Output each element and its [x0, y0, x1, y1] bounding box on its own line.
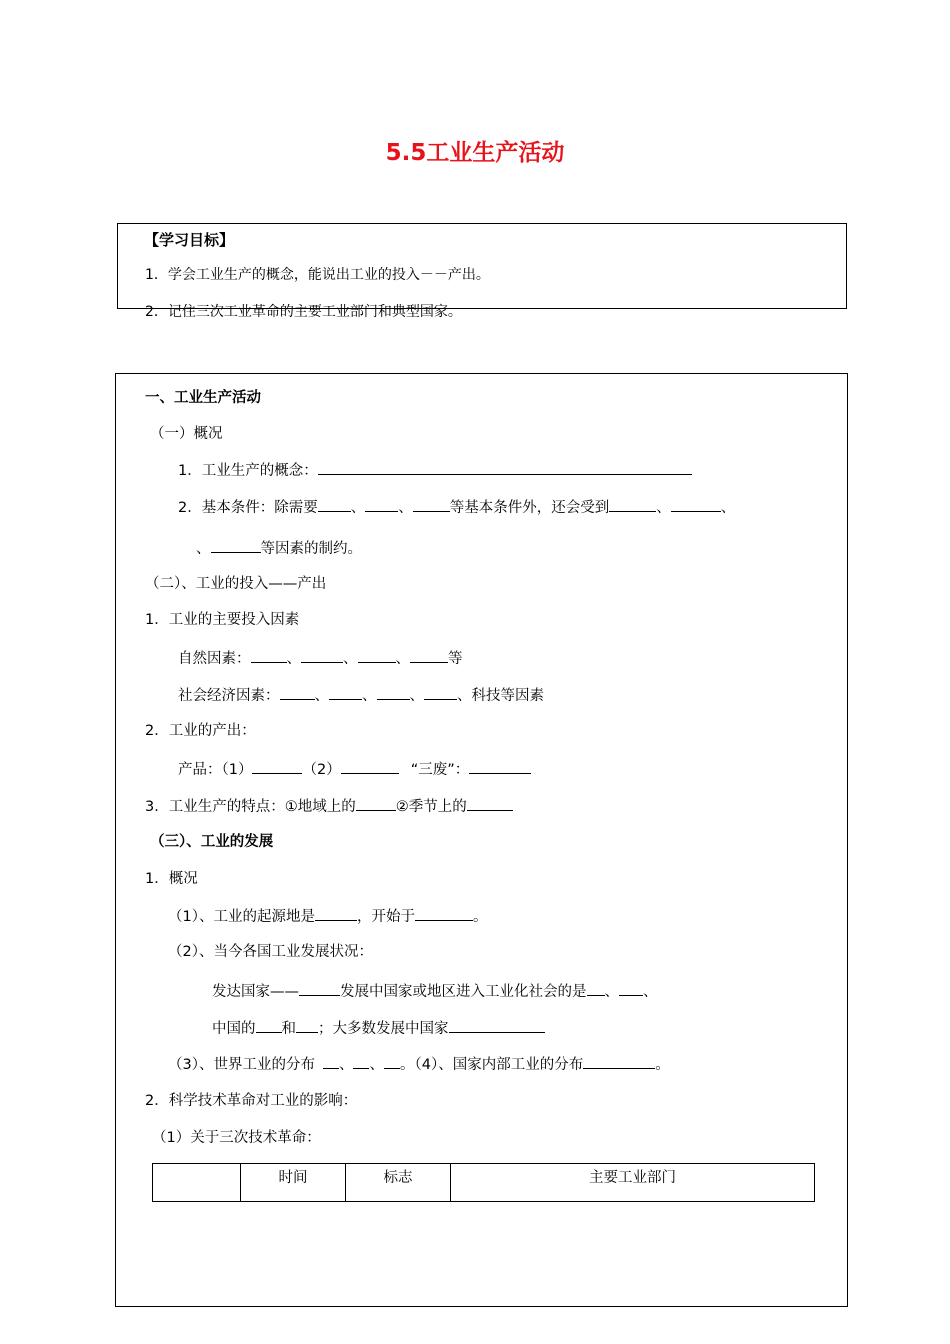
fill-blank[interactable]: [587, 980, 605, 996]
developed-label: 发达国家——: [212, 984, 299, 1000]
separator: 、: [395, 651, 410, 667]
distribution-end: 。（4）、国家内部工业的分布: [399, 1057, 584, 1073]
inputs-heading: 1．工业的主要投入因素: [145, 612, 300, 628]
table-header-industries: 主要工业部门: [451, 1164, 815, 1202]
fill-blank[interactable]: [252, 758, 302, 774]
developed-line: [212, 980, 658, 1002]
fill-blank[interactable]: [583, 1053, 655, 1069]
fill-blank[interactable]: [251, 647, 287, 663]
fill-blank[interactable]: [315, 905, 357, 921]
subsection-overview: （一）概况: [150, 426, 223, 442]
goal-item: 2．记住三次工业革命的主要工业部门和典型国家。: [145, 304, 462, 320]
three-revolutions-heading: （1）关于三次技术革命：: [152, 1130, 321, 1146]
separator: 、: [338, 1057, 354, 1073]
fill-blank[interactable]: [413, 496, 450, 512]
distribution-line: [168, 1053, 670, 1075]
conditions-end: 等因素的制约。: [260, 541, 362, 557]
conditions-label: 2．基本条件：除需要: [178, 500, 318, 516]
developing-label: 发展中国家或地区进入工业化社会的是: [340, 984, 587, 1000]
fill-blank[interactable]: [671, 496, 721, 512]
table-header-time: 时间: [241, 1164, 346, 1202]
tech-heading: 2．科学技术革命对工业的影响：: [145, 1093, 358, 1109]
fill-blank[interactable]: [619, 980, 643, 996]
fill-blank[interactable]: [341, 758, 399, 774]
separator: 、: [314, 688, 329, 704]
fill-blank[interactable]: [467, 795, 513, 811]
output-heading: 2．工业的产出：: [145, 723, 256, 739]
status-heading: （2）、当今各国工业发展状况：: [168, 944, 373, 960]
product-label: 产品：（1）: [178, 762, 253, 778]
fill-blank[interactable]: [296, 1017, 318, 1033]
separator: 、: [362, 688, 377, 704]
separator: 、: [604, 984, 619, 1000]
product-line: [178, 758, 531, 780]
goal-item: 1．学会工业生产的概念，能说出工业的投入－－产出。: [145, 267, 490, 283]
separator: 、: [343, 651, 358, 667]
conditions-line: [178, 496, 735, 518]
separator: 、: [643, 984, 658, 1000]
fill-blank[interactable]: [365, 496, 398, 512]
feature-label-2: ②季节上的: [395, 799, 467, 815]
product-label-2: （2）: [302, 762, 341, 778]
natural-end: 等: [448, 651, 463, 667]
section-heading-2: （二）、工业的投入——产出: [145, 576, 327, 592]
fill-blank[interactable]: [424, 684, 457, 700]
learning-goals-heading: 【学习目标】: [144, 231, 235, 249]
fill-blank[interactable]: [384, 1053, 400, 1069]
origin-label-2: ，开始于: [356, 909, 415, 925]
fill-blank[interactable]: [318, 459, 692, 475]
section-heading-1: 一、工业生产活动: [145, 390, 261, 406]
section-heading-3: （三）、工业的发展: [150, 834, 274, 850]
separator: 、: [350, 500, 366, 516]
concept-label: 1．工业生产的概念：: [178, 463, 318, 479]
separator: 、: [398, 500, 413, 516]
table-header-row: [153, 1164, 815, 1202]
feature-line: [145, 795, 513, 817]
fill-blank[interactable]: [329, 684, 362, 700]
social-factors-line: [178, 684, 544, 706]
concept-line: [178, 459, 692, 481]
and-label: 和: [281, 1021, 296, 1037]
separator: 、: [720, 500, 736, 516]
fill-blank[interactable]: [256, 1017, 282, 1033]
natural-factors-line: [178, 647, 463, 669]
fill-blank[interactable]: [609, 496, 656, 512]
origin-line: [168, 905, 487, 927]
feature-label: 3．工业生产的特点：①地域上的: [145, 799, 356, 815]
separator: 、: [656, 500, 671, 516]
china-line: [212, 1017, 545, 1039]
fill-blank[interactable]: [280, 684, 315, 700]
fill-blank[interactable]: [469, 758, 531, 774]
fill-blank[interactable]: [358, 647, 396, 663]
overview-heading: 1．概况: [145, 871, 198, 887]
fill-blank[interactable]: [318, 496, 351, 512]
separator: 、: [409, 688, 424, 704]
table-header-sign: 标志: [346, 1164, 451, 1202]
fill-blank[interactable]: [377, 684, 410, 700]
revolutions-table: [152, 1163, 815, 1202]
page-title: 5.5工业生产活动: [385, 140, 565, 166]
fill-blank[interactable]: [415, 905, 473, 921]
social-label: 社会经济因素：: [178, 688, 280, 704]
fill-blank[interactable]: [323, 1053, 339, 1069]
separator: 、: [286, 651, 301, 667]
fill-blank[interactable]: [301, 647, 343, 663]
fill-blank[interactable]: [299, 980, 340, 996]
table-header-cell: [153, 1164, 241, 1202]
separator: 、: [369, 1057, 384, 1073]
natural-label: 自然因素：: [178, 651, 251, 667]
conditions-text: 等基本条件外，还会受到: [449, 500, 610, 516]
period: 。: [472, 909, 488, 925]
period: 。: [655, 1057, 670, 1073]
fill-blank[interactable]: [356, 795, 396, 811]
fill-blank[interactable]: [449, 1017, 545, 1033]
separator: 、: [196, 541, 211, 557]
social-end: 、科技等因素: [457, 688, 544, 704]
origin-label: （1）、工业的起源地是: [168, 909, 315, 925]
most-label: ；大多数发展中国家: [318, 1021, 449, 1037]
china-label: 中国的: [212, 1021, 256, 1037]
conditions-line-2: [196, 537, 362, 559]
distribution-label: （3）、世界工业的分布: [168, 1057, 315, 1073]
fill-blank[interactable]: [211, 537, 261, 553]
fill-blank[interactable]: [353, 1053, 369, 1069]
fill-blank[interactable]: [410, 647, 448, 663]
waste-label: “三废”：: [410, 762, 470, 778]
